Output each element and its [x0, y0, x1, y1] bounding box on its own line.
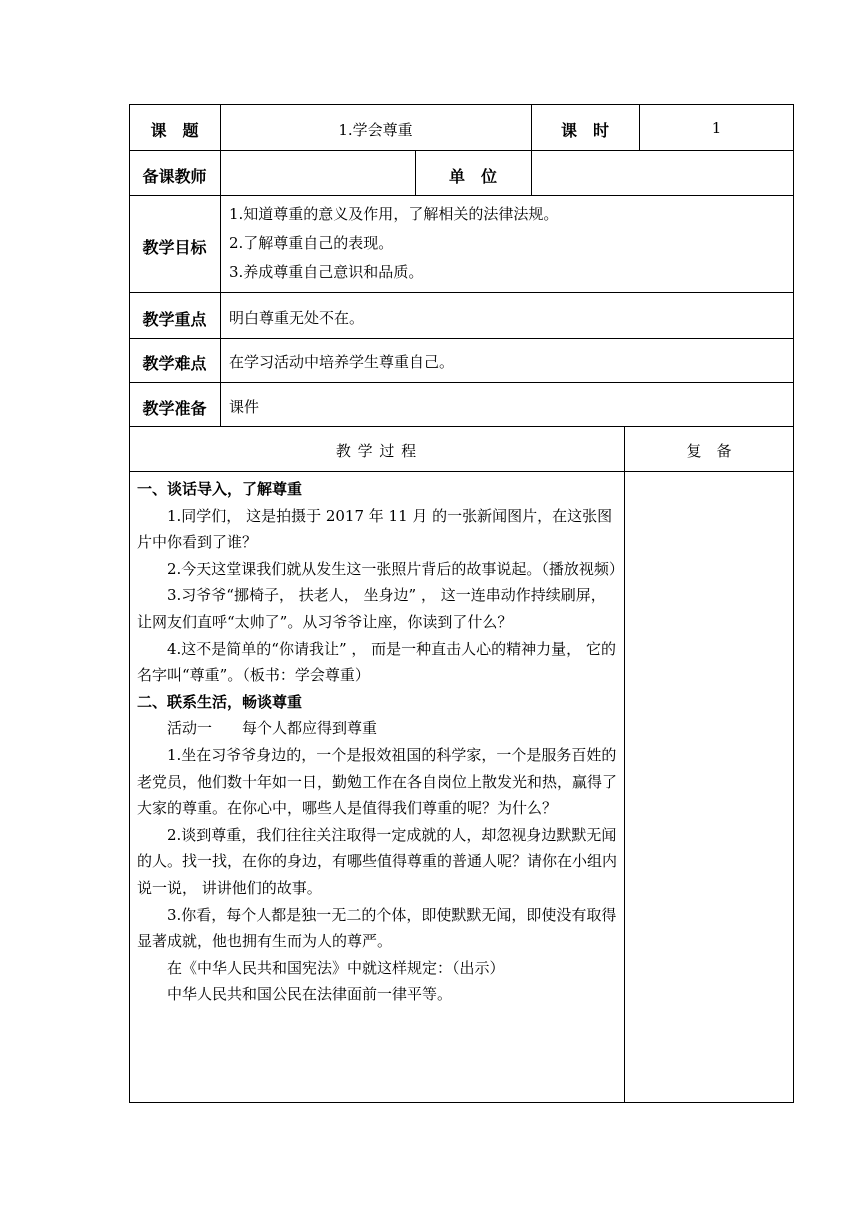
paragraph: 中华人民共和国公民在法律面前一律平等。: [167, 985, 453, 1004]
objective-item: 1.知道尊重的意义及作用，了解相关的法律法规。: [229, 205, 559, 223]
paragraph: 3.你看，每个人都是独一无二的个体，即使默默无闻，即使没有取得显著成就，他也拥有生而为人的尊严。: [137, 905, 617, 951]
teacher-label: 备课教师: [142, 167, 207, 186]
paragraph: 3.习爷爷“挪椅子， 扶老人， 坐身边” ， 这一连串动作持续刷屏， 让网友们直呼“太帅了”。从习爷爷让座，你读到了什么？: [137, 586, 606, 631]
period-value: 1: [711, 119, 722, 137]
paragraph: 2.谈到尊重，我们往往关注取得一定成就的人，却忽视身边默默无闻的人。找一找，在你的身边，有哪些值得尊重的普通人呢？请你在小组内说一说， 讲讲他们的故事。: [137, 825, 618, 897]
topic-value: 1.学会尊重: [338, 121, 413, 139]
row-divider: [129, 150, 794, 151]
row-divider: [129, 426, 794, 427]
key-point-value: 明白尊重无处不在。: [229, 309, 365, 327]
paragraph: 1.坐在习爷爷身边的，一个是报效祖国的科学家，一个是服务百姓的老党员，他们数十年如一日，勤勉工作在各自岗位上散发光和热，赢得了大家的尊重。在你心中，哪些人是值得我们尊重的呢？为什么？: [137, 745, 618, 818]
topic-label: 课 题: [150, 121, 199, 140]
activity-title: 活动一 每个人都应得到尊重: [167, 719, 378, 738]
paragraph: 2.今天这堂课我们就从发生这一张照片背后的故事说起。（播放视频）: [167, 559, 624, 578]
preparation-value: 课件: [229, 398, 260, 416]
row-divider: [129, 382, 794, 383]
process-content: [137, 476, 624, 1008]
section-heading: 二、联系生活，畅谈尊重: [137, 692, 303, 711]
key-point-label: 教学重点: [142, 310, 207, 329]
section-heading: 一、谈话导入，了解尊重: [137, 480, 303, 498]
process-header: 教 学 过 程: [335, 442, 418, 460]
difficulty-value: 在学习活动中培养学生尊重自己。: [229, 353, 455, 371]
objectives-list: [229, 200, 558, 287]
row-divider: [129, 471, 794, 472]
objective-item: 3.养成尊重自己意识和品质。: [229, 263, 424, 281]
row-divider: [129, 338, 794, 339]
paragraph: 4.这不是简单的“你请我让” ， 而是一种直击人心的精神力量， 它的名字叫“尊重”。（板书：学会尊重）: [137, 639, 616, 685]
paragraph: 1.同学们， 这是拍摄于 2017 年 11 月 的一张新闻图片，在这张图片中你看到了谁？: [137, 506, 613, 552]
objective-item: 2.了解尊重自己的表现。: [229, 234, 394, 252]
col-divider: [531, 150, 532, 195]
preparation-label: 教学准备: [142, 399, 207, 418]
period-label: 课 时: [560, 121, 609, 140]
row-divider: [129, 292, 794, 293]
review-header: 复 备: [686, 442, 732, 460]
difficulty-label: 教学难点: [142, 354, 207, 373]
paragraph: 在《中华人民共和国宪法》中就这样规定：（出示）: [167, 958, 505, 977]
col-divider: [220, 104, 221, 426]
objectives-label: 教学目标: [142, 238, 207, 257]
row-divider: [129, 195, 794, 196]
col-divider: [624, 426, 625, 1103]
unit-label: 单 位: [448, 167, 497, 186]
